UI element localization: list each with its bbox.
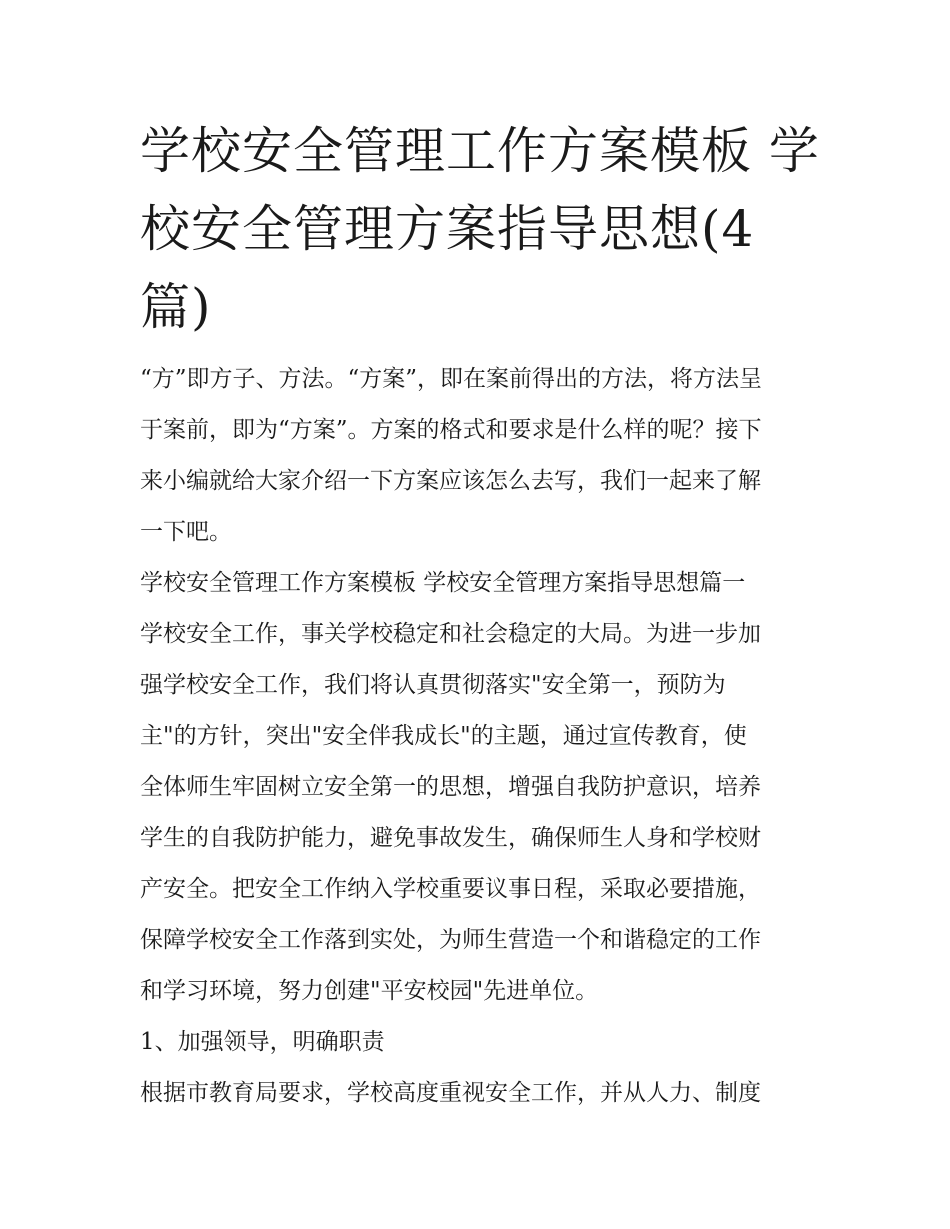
intro-paragraph xyxy=(140,354,816,558)
text-line: 于案前，即为“方案”。方案的格式和要求是什么样的呢？接下 xyxy=(140,417,762,443)
body-paragraph xyxy=(140,1068,816,1119)
text-line: 产安全。把安全工作纳入学校重要议事日程，采取必要措施， xyxy=(140,876,761,902)
text-line: 学校安全工作，事关学校稳定和社会稳定的大局。为进一步加 xyxy=(140,621,761,647)
title-line: 校安全管理方案指导思想(4 xyxy=(140,200,755,258)
text-line: 1、加强领导，明确职责 xyxy=(140,1029,385,1055)
text-line: 来小编就给大家介绍一下方案应该怎么去写，我们一起来了解 xyxy=(140,468,761,494)
text-line: 和学习环境，努力创建"平安校园"先进单位。 xyxy=(140,978,599,1004)
title-line: 学校安全管理工作方案模板 学 xyxy=(140,122,820,180)
text-line: 根据市教育局要求，学校高度重视安全工作，并从人力、制度 xyxy=(140,1080,761,1106)
text-line: 一下吧。 xyxy=(140,519,232,545)
text-line: 学生的自我防护能力，避免事故发生，确保师生人身和学校财 xyxy=(140,825,761,851)
body-paragraph xyxy=(140,609,816,1017)
text-line: “方”即方子、方法。“方案”，即在案前得出的方法，将方法呈 xyxy=(140,366,763,392)
document-page xyxy=(140,112,820,1119)
text-line: 保障学校安全工作落到实处，为师生营造一个和谐稳定的工作 xyxy=(140,927,761,953)
document-body xyxy=(140,354,816,1119)
text-line: 学校安全管理工作方案模板 学校安全管理方案指导思想篇一 xyxy=(140,570,746,596)
document-title xyxy=(140,112,820,346)
title-line: 篇) xyxy=(140,278,212,336)
section-heading xyxy=(140,558,816,609)
text-line: 主"的方针，突出"安全伴我成长"的主题，通过宣传教育，使 xyxy=(140,723,747,749)
numbered-heading xyxy=(140,1017,816,1068)
text-line: 全体师生牢固树立安全第一的思想，增强自我防护意识，培养 xyxy=(140,774,761,800)
text-line: 强学校安全工作，我们将认真贯彻落实"安全第一，预防为 xyxy=(140,672,726,698)
